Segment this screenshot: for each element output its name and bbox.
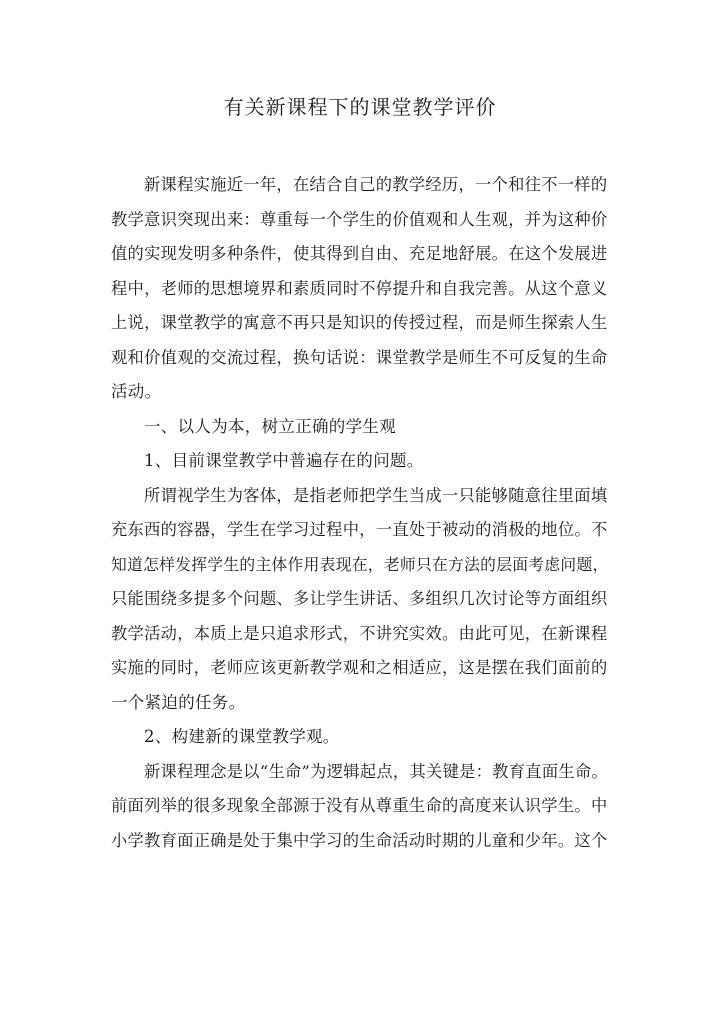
text-line: 实施的同时，老师应该更新教学观和之相适应，这是摆在我们面前的 — [111, 658, 608, 677]
text-line: 新课程实施近一年，在结合自己的教学经历，一个和往不一样的 — [144, 175, 608, 194]
text-line: 只能围绕多提多个问题、多让学生讲话、多组织几次讨论等方面组织 — [111, 589, 608, 608]
text-line: 前面列举的很多现象全部源于没有从尊重生命的高度来认识学生。中 — [111, 796, 608, 815]
document-title: 有关新课程下的课堂教学评价 — [223, 95, 497, 119]
text-line: 新课程理念是以“生命”为逻辑起点，其关键是：教育直面生命。 — [144, 761, 609, 781]
text-line: 所谓视学生为客体，是指老师把学生当成一只能够随意往里面填 — [144, 485, 608, 505]
text-line: 教学活动，本质上是只追求形式，不讲究实效。由此可见，在新课程 — [111, 623, 608, 643]
text-line: 小学教育面正确是处于集中学习的生命活动时期的儿童和少年。这个 — [111, 830, 608, 850]
text-line: 值的实现发明多种条件，使其得到自由、充足地舒展。在这个发展进 — [111, 244, 608, 263]
text-line: 观和价值观的交流过程，换句话说：课堂教学是师生不可反复的生命 — [111, 347, 608, 367]
text-line: 知道怎样发挥学生的主体作用表现在，老师只在方法的层面考虑问题， — [111, 554, 609, 574]
text-line: 一个紧迫的任务。 — [111, 692, 246, 712]
document-body — [111, 168, 609, 858]
text-line: 上说，课堂教学的寓意不再只是知识的传授过程，而是师生探索人生 — [111, 313, 608, 332]
text-line: 2、构建新的课堂教学观。 — [144, 727, 340, 746]
text-line: 充东西的容器，学生在学习过程中，一直处于被动的消极的地位。不 — [111, 520, 608, 539]
text-line: 一、以人为本，树立正确的学生观 — [144, 416, 396, 436]
text-line: 1、目前课堂教学中普遍存在的问题。 — [144, 451, 424, 470]
text-line: 程中，老师的思想境界和素质同时不停提升和自我完善。从这个意义 — [111, 278, 608, 298]
text-line: 活动。 — [111, 382, 162, 401]
text-line: 教学意识突现出来：尊重每一个学生的价值观和人生观，并为这种价 — [111, 209, 608, 229]
